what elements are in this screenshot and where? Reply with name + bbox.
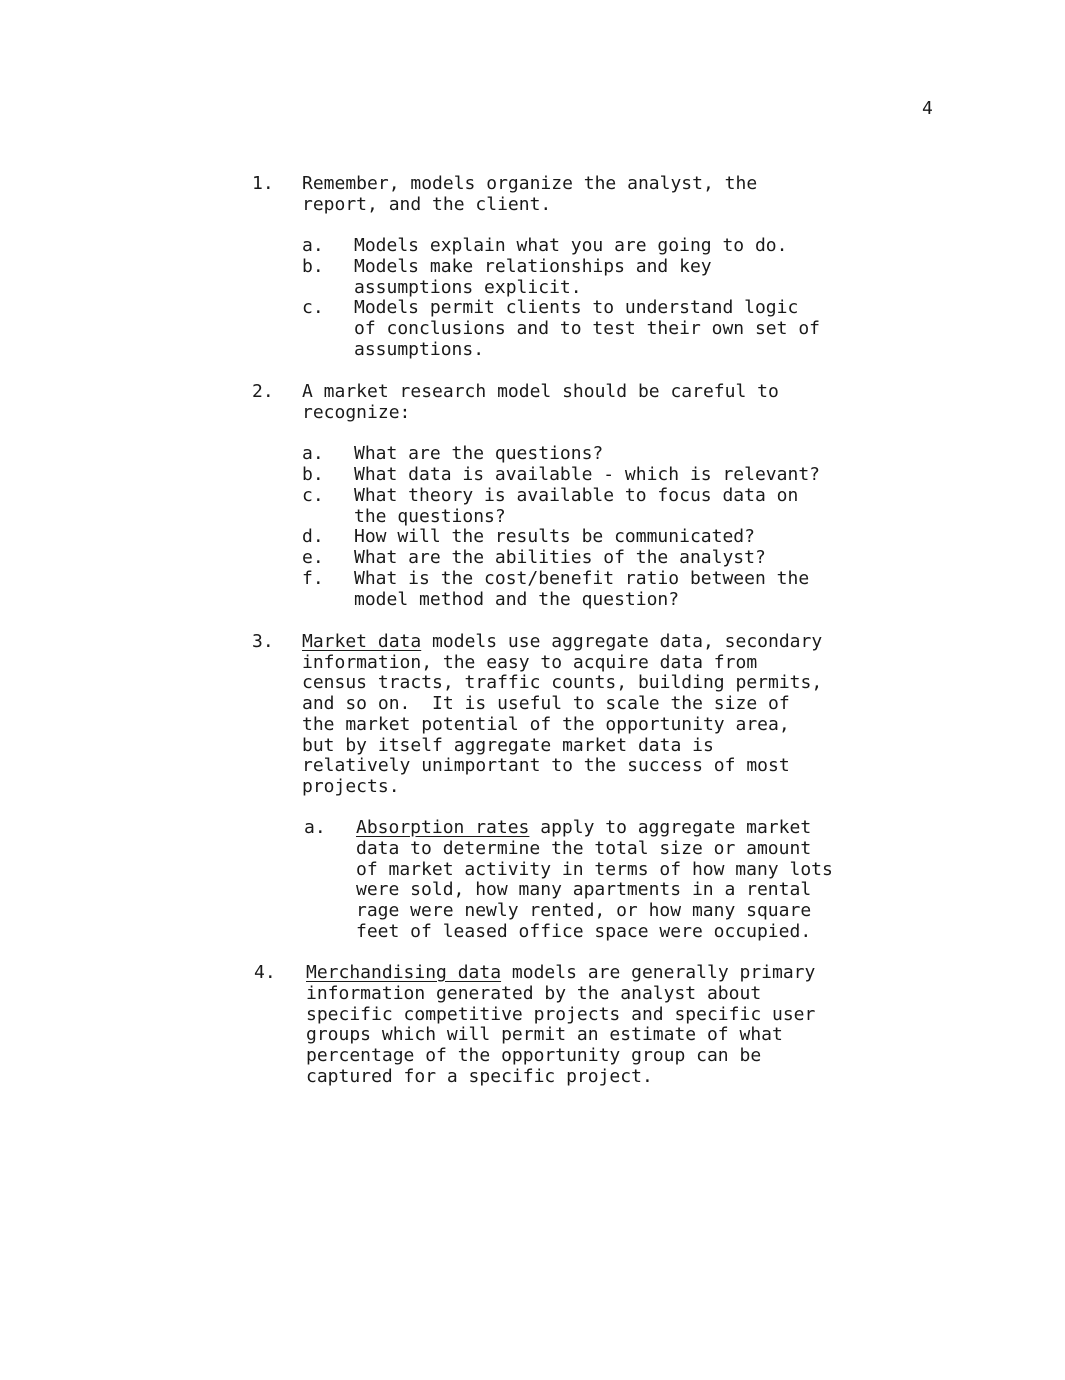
subitem-text-line: were sold, how many apartments in a rental	[356, 879, 812, 900]
subitem-letter: c.	[302, 297, 324, 318]
item-text-rest: models are generally primary	[501, 962, 816, 983]
subitem-letter: e.	[302, 547, 324, 568]
item-text-line: captured for a specific project.	[306, 1066, 653, 1087]
item-number: 3.	[252, 631, 274, 652]
subitem-text-line: Models permit clients to understand logic	[354, 297, 799, 318]
item-text-line: but by itself aggregate market data is	[302, 735, 714, 756]
subitem-text-line: of conclusions and to test their own set of	[354, 318, 820, 339]
underlined-term: Absorption rates	[356, 817, 530, 838]
item-text-line: percentage of the opportunity group can be	[306, 1045, 762, 1066]
subitem-text-line: model method and the question?	[354, 589, 680, 610]
subitem-letter: a.	[302, 443, 324, 464]
subitem-letter: b.	[302, 464, 324, 485]
item-text-line: A market research model should be careful to	[302, 381, 779, 402]
item-number: 4.	[254, 962, 276, 983]
page-number: 4	[922, 98, 933, 119]
subitem-text-line: feet of leased office space were occupied.	[356, 921, 812, 942]
item-text-line: relatively unimportant to the success of most	[302, 755, 790, 776]
subitem-text-rest: apply to aggregate market	[529, 817, 812, 838]
subitem-text-line: assumptions explicit.	[354, 277, 582, 298]
subitem-text-line: Models make relationships and key	[354, 256, 712, 277]
item-text-line: specific competitive projects and specific user	[306, 1004, 816, 1025]
subitem-letter: c.	[302, 485, 324, 506]
item-number: 1.	[252, 173, 274, 194]
subitem-text-line: rage were newly rented, or how many square	[356, 900, 812, 921]
subitem-text-line: What theory is available to focus data on	[354, 485, 799, 506]
item-text-rest: models use aggregate data, secondary	[421, 631, 823, 652]
subitem-text-line: of market activity in terms of how many lots	[356, 859, 833, 880]
item-text-line: information, the easy to acquire data from	[302, 652, 758, 673]
subitem-text-line: assumptions.	[354, 339, 485, 360]
subitem-text-line	[356, 818, 811, 839]
item-text-line: census tracts, traffic counts, building permits,	[302, 672, 823, 693]
item-text-line	[306, 963, 815, 984]
subitem-text-line: What are the abilities of the analyst?	[354, 547, 766, 568]
subitem-text-line: How will the results be communicated?	[354, 526, 755, 547]
underlined-term: Market data	[302, 631, 422, 652]
subitem-text-line: What are the questions?	[354, 443, 604, 464]
subitem-text-line: What data is available - which is relevant?	[354, 464, 820, 485]
underlined-term: Merchandising data	[306, 962, 502, 983]
item-text-line: projects.	[302, 776, 400, 797]
subitem-letter: a.	[302, 235, 324, 256]
item-text-line: groups which will permit an estimate of what	[306, 1024, 783, 1045]
item-text-line: Remember, models organize the analyst, the	[302, 173, 758, 194]
item-text-line: report, and the client.	[302, 194, 552, 215]
item-number: 2.	[252, 381, 274, 402]
subitem-letter: a.	[304, 817, 326, 838]
item-text-line: information generated by the analyst about	[306, 983, 762, 1004]
item-text-line: the market potential of the opportunity area,	[302, 714, 790, 735]
subitem-text-line: the questions?	[354, 506, 506, 527]
subitem-letter: b.	[302, 256, 324, 277]
subitem-text-line: What is the cost/benefit ratio between the	[354, 568, 810, 589]
subitem-text-line: data to determine the total size or amount	[356, 838, 812, 859]
subitem-text-line: Models explain what you are going to do.	[354, 235, 788, 256]
subitem-letter: d.	[302, 526, 324, 547]
item-text-line: and so on. It is useful to scale the size of	[302, 693, 790, 714]
subitem-letter: f.	[302, 568, 324, 589]
item-text-line	[302, 632, 822, 653]
item-text-line: recognize:	[302, 402, 411, 423]
